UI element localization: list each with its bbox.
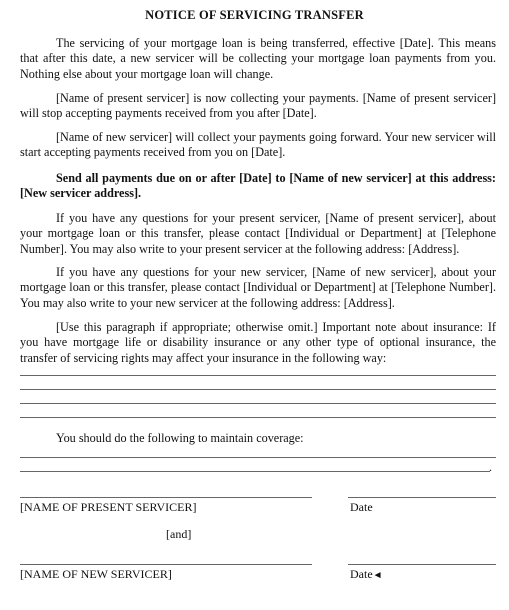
document-title: NOTICE OF SERVICING TRANSFER: [145, 8, 364, 22]
present-servicer-date-label: Date: [350, 500, 373, 514]
left-arrow-icon: ◄: [372, 570, 383, 581]
present-servicer-label: [NAME OF PRESENT SERVICER]: [20, 500, 197, 514]
coverage-prompt: You should do the following to maintain coverage:: [56, 431, 304, 445]
new-servicer-paragraph: [Name of new servicer] will collect your payments going forward. Your new servicer will start accepting payments received from you on [Date].: [20, 130, 496, 160]
insurance-blank-line-4: [20, 417, 496, 418]
and-label: [and]: [166, 527, 192, 541]
present-servicer-date-line: [348, 497, 496, 498]
new-servicer-label: [NAME OF NEW SERVICER]: [20, 567, 172, 581]
insurance-blank-line-1: [20, 375, 496, 376]
coverage-blank-line-1: [20, 457, 496, 458]
coverage-blank-line-2: [20, 471, 490, 472]
transfer-effective-paragraph: The servicing of your mortgage loan is being transferred, effective [Date]. This means that after this date, a new servicer will be collecting your mortgage loan payments from you. Nothing else about your mortgage loan will change.: [20, 36, 496, 81]
new-servicer-questions-paragraph: If you have any questions for your new servicer, [Name of new servicer], about your mortgage loan or this transfer, please contact [Individual or Department] at [Telephone Number]. You may also write to your new servicer at the following address: [Address].: [20, 265, 496, 310]
new-servicer-date-label: Date: [350, 567, 373, 581]
new-servicer-date-group: [350, 567, 383, 583]
new-servicer-signature-line: [20, 564, 312, 565]
insurance-note-paragraph: [Use this paragraph if appropriate; otherwise omit.] Important note about insurance: If you have mortgage life or disability insurance or any other type of optional insurance, the transfer of servicing rights may affect your insurance in the following way:: [20, 320, 496, 365]
present-servicer-paragraph: [Name of present servicer] is now collecting your payments. [Name of present servicer] will stop accepting payments received from you after [Date].: [20, 91, 496, 121]
insurance-blank-line-2: [20, 389, 496, 390]
present-servicer-questions-paragraph: If you have any questions for your present servicer, [Name of present servicer], about your mortgage loan or this transfer, please contact [Individual or Department] at [Telephone Number]. You may also write to your present servicer at the following address: [Address].: [20, 211, 496, 256]
present-servicer-signature-line: [20, 497, 312, 498]
insurance-blank-line-3: [20, 403, 496, 404]
coverage-line-period: .: [489, 460, 492, 474]
send-payments-paragraph: Send all payments due on or after [Date] to [Name of new servicer] at this address: [New servicer address].: [20, 171, 496, 201]
new-servicer-date-line: [348, 564, 496, 565]
